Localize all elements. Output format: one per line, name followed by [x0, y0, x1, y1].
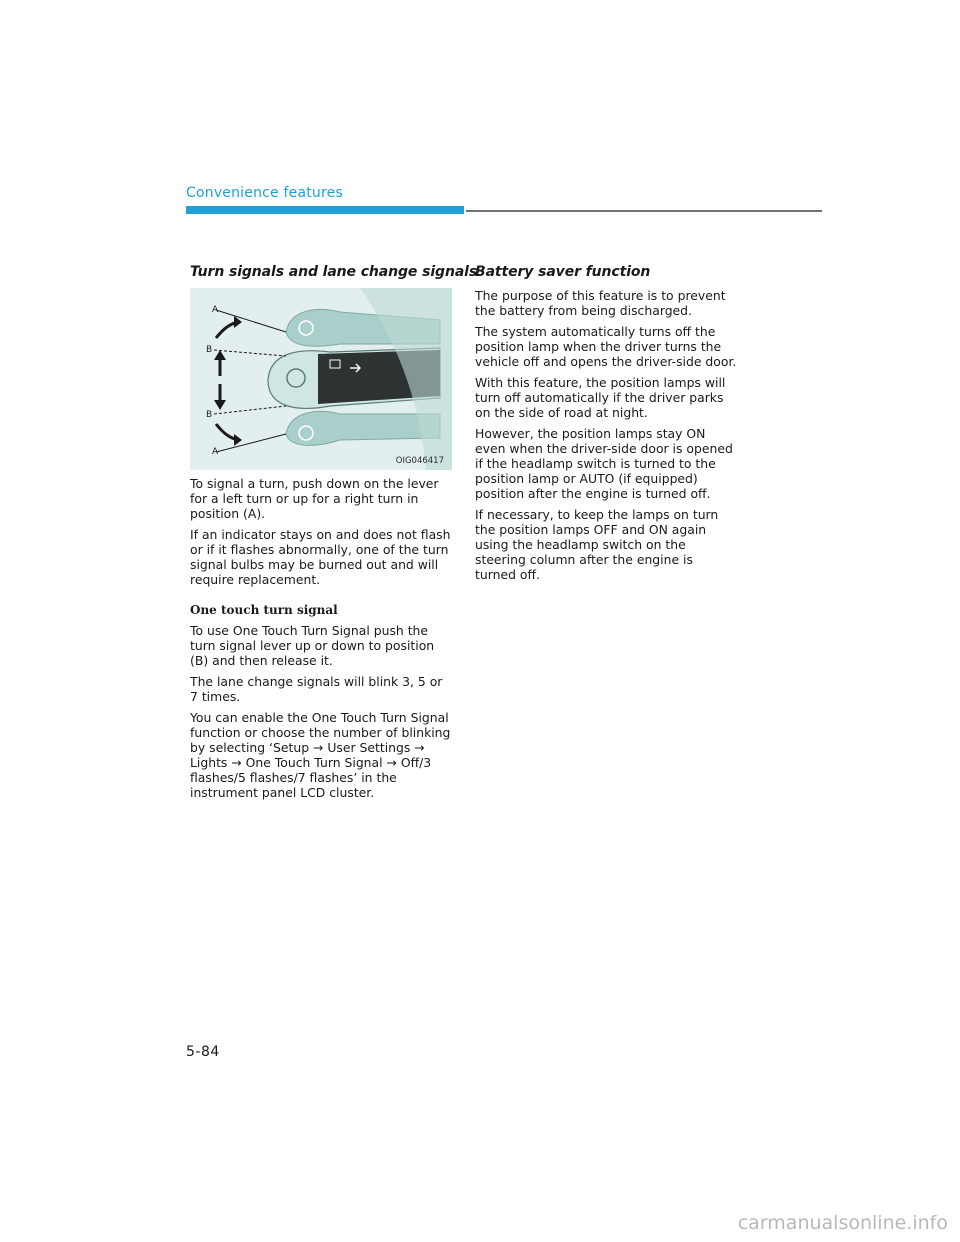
right-column: [475, 264, 737, 588]
left-column: [190, 264, 478, 806]
header-rule: [466, 210, 822, 212]
page-number: 5-84: [186, 1044, 220, 1060]
turn-signal-lever-illustration: [190, 288, 452, 470]
system-paragraph: The system automatically turns off the position lamp when the driver turns the vehicle off and opens the driver-side door.: [475, 324, 737, 369]
section-title: Convenience features: [186, 185, 343, 201]
one-touch-paragraph: To use One Touch Turn Signal push the turn signal lever up or down to position (B) and then release it.: [190, 623, 435, 668]
battery-saver-heading: Battery saver function: [475, 264, 651, 280]
indicator-paragraph: If an indicator stays on and does not flash or if it flashes abnormally, one of the turn signal bulbs may be burned out and will require replacement.: [190, 527, 451, 587]
label-a-top: A: [212, 305, 219, 315]
purpose-paragraph: The purpose of this feature is to prevent the battery from being discharged.: [475, 288, 726, 318]
turn-signal-paragraph: To signal a turn, push down on the lever for a left turn or up for a right turn in position (A).: [190, 476, 439, 521]
feature-paragraph: With this feature, the position lamps will turn off automatically if the driver parks on the side of road at night.: [475, 375, 726, 420]
header-accent-bar: [186, 206, 464, 214]
turn-signals-heading: Turn signals and lane change signals: [190, 264, 478, 280]
turn-signal-lever-figure: [190, 288, 452, 470]
label-a-bottom: A: [212, 447, 219, 457]
one-touch-subheading: One touch turn signal: [190, 603, 338, 617]
necessary-paragraph: If necessary, to keep the lamps on turn the position lamps OFF and ON again using the headlamp switch on the steering column after the engine is turned off.: [475, 507, 719, 582]
label-b-top: B: [206, 345, 213, 355]
however-paragraph: However, the position lamps stay ON even when the driver-side door is opened if the headlamp switch is turned to the position lamp or AUTO (if equipped) position after the engine is turned off.: [475, 426, 733, 501]
label-b-bottom: B: [206, 410, 213, 420]
lane-change-paragraph: The lane change signals will blink 3, 5 or 7 times.: [190, 674, 443, 704]
watermark: carmanualsonline.info: [737, 1212, 948, 1234]
enable-paragraph: You can enable the One Touch Turn Signal function or choose the number of blinking by selecting ‘Setup → User Settings → Lights → One Touch Turn Signal → Off/3 flashes/5 flashes/7 flashes’ in the instrument panel LCD cluster.: [190, 710, 451, 800]
figure-code: OIG046417: [395, 456, 444, 466]
